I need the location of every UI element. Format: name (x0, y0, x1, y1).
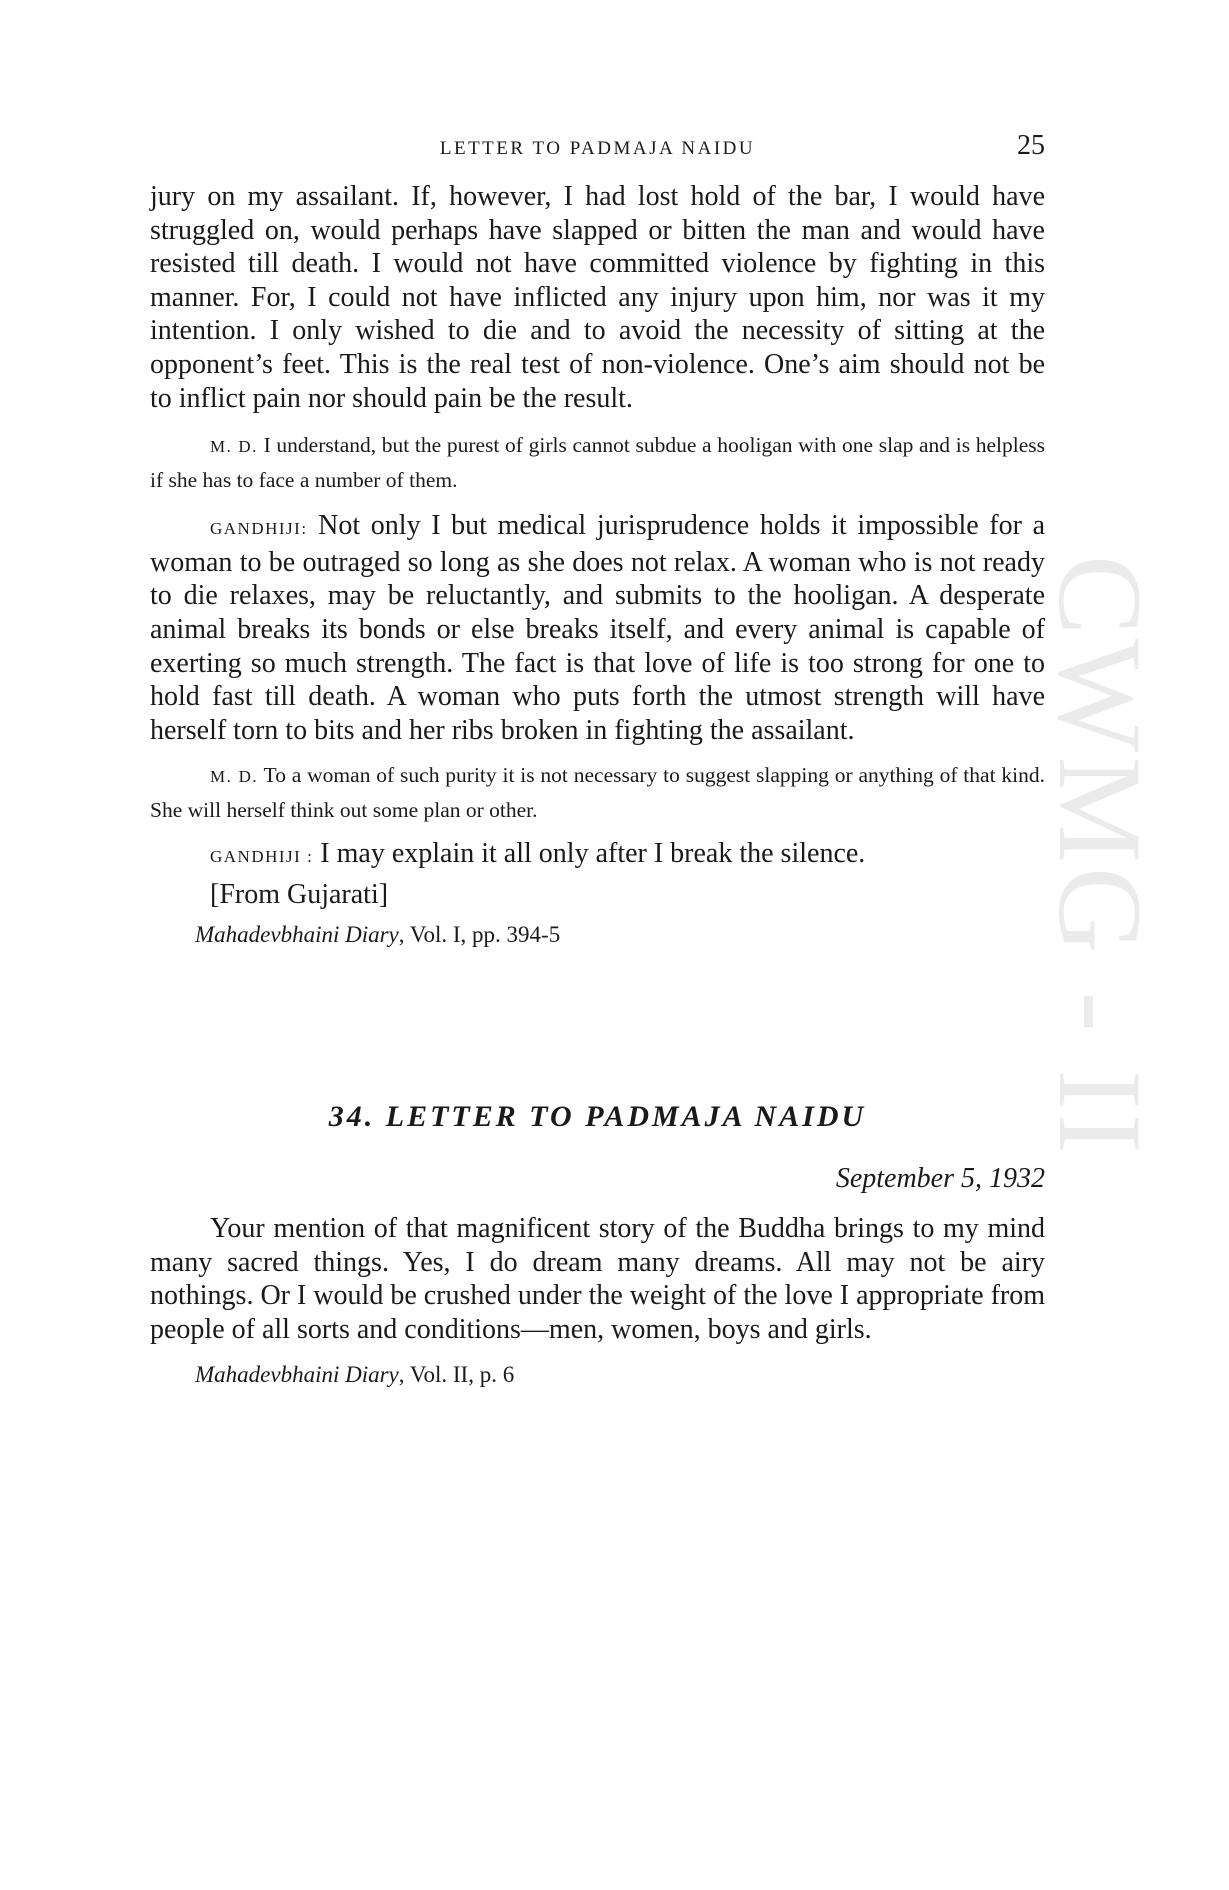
paragraph-continuation: jury on my assailant. If, however, I had lost hold of the bar, I would have struggled on, would perhaps have slapped or bitten the man and would have resisted till death. I would not have committed violence by fighting in this manner. For, I could not have inflicted any injury upon him, nor was it my intention. I only wished to die and to avoid the necessity of sitting at the opponent’s feet. This is the real test of non-violence. One’s aim should not be to inflict pain nor should pain be the result. (150, 181, 1045, 414)
letter-citation (150, 1362, 1045, 1388)
dialogue-text: I understand, but the purest of girls cannot subdue a hooligan with one slap and is helpless if she has to face a number of them. (150, 433, 1045, 492)
dialogue-gandhiji-1 (150, 509, 1045, 747)
speaker-gandhiji: GANDHIJI: (210, 519, 308, 539)
dialogue-gandhiji-2 (150, 837, 1045, 874)
running-title: LETTER TO PADMAJA NAIDU (439, 138, 756, 159)
letter-text (150, 1212, 1045, 1388)
letter-date: September 5, 1932 (835, 1163, 1045, 1194)
dialogue-md-1 (150, 429, 1045, 497)
letter-title: 34. LETTER TO PADMAJA NAIDU (328, 1100, 867, 1133)
dialogue-text: I may explain it all only after I break the silence. (313, 838, 866, 870)
citation-title: Mahadevbhaini Diary (195, 921, 399, 947)
dialogue-text: Not only I but medical jurisprudence holds it impossible for a woman to be outraged so long as she does not relax. A woman who is not ready to die relaxes, may be reluctantly, and submits to the hooligan. A desperate animal breaks its bonds or else breaks itself, and every animal is capable of exerting so much strength. The fact is that love of life is too strong for one to hold fast till death. A woman who puts forth the utmost strength will have herself torn to bits and her ribs broken in fighting the assailant. (150, 510, 1045, 746)
citation-rest: , Vol. II, p. 6 (398, 1362, 515, 1388)
speaker-gandhiji: GANDHIJI : (210, 847, 314, 867)
letter-body: Your mention of that magnificent story of the Buddha brings to my mind many sacred things. Yes, I do dream many dreams. All may not be airy nothings. Or I would be crushed under the weight of the love I appropriate from people of all sorts and conditions—men, women, boys and girls. (150, 1213, 1045, 1345)
dialogue-md-2 (150, 759, 1045, 827)
citation-rest: , Vol. I, pp. 394-5 (398, 921, 561, 947)
speaker-md: M. D. (210, 767, 259, 787)
page-number: 25 (1017, 130, 1045, 161)
source-note: [From Gujarati] (210, 878, 389, 910)
main-text (150, 180, 1045, 948)
citation-title: Mahadevbhaini Diary (195, 1362, 399, 1388)
running-head (150, 130, 1045, 166)
citation (150, 922, 1045, 948)
dialogue-text: To a woman of such purity it is not necessary to suggest slapping or anything of that kind. She will herself think out some plan or other. (150, 763, 1045, 822)
speaker-md: M. D. (210, 437, 258, 457)
watermark: CWMG - II (1034, 555, 1167, 1158)
